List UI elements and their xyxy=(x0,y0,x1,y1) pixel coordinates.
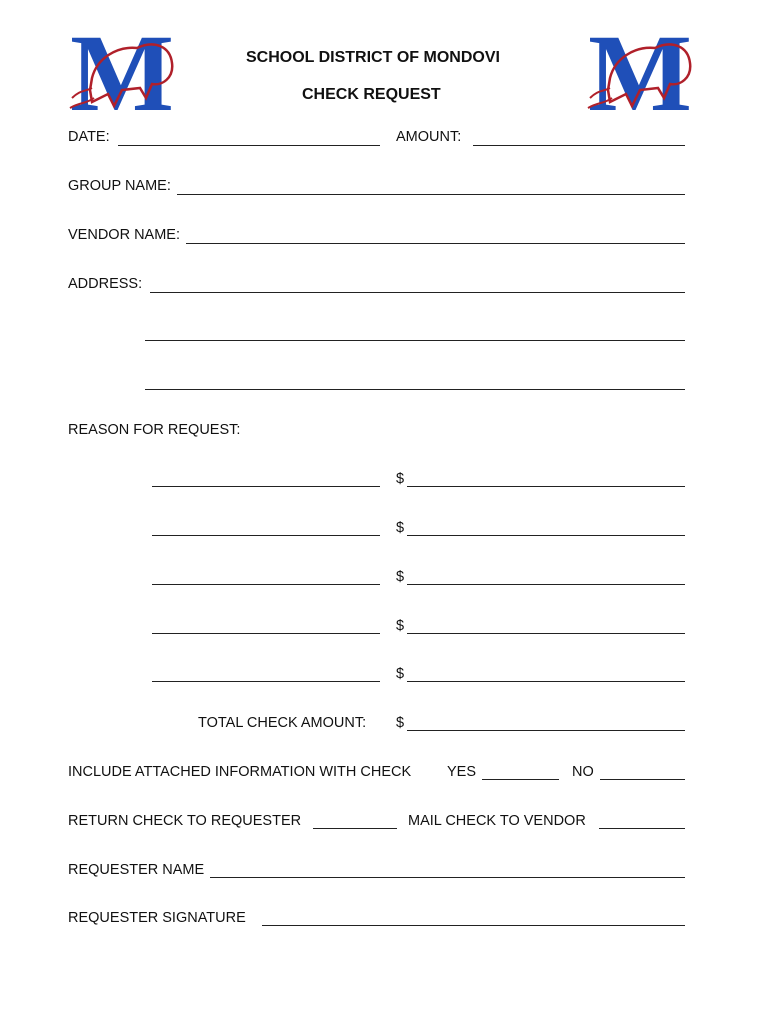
return-check-label: RETURN CHECK TO REQUESTER xyxy=(68,813,302,829)
reason-amount-field[interactable] xyxy=(407,486,685,487)
no-field[interactable] xyxy=(600,779,685,780)
dollar-sign: $ xyxy=(396,618,405,634)
total-check-amount-field[interactable] xyxy=(407,730,685,731)
group-name-label: GROUP NAME: xyxy=(68,178,171,194)
district-title: SCHOOL DISTRICT OF MONDOVI xyxy=(246,49,500,66)
yes-field[interactable] xyxy=(482,779,559,780)
reason-description-field[interactable] xyxy=(152,633,380,634)
logo-letter: M xyxy=(70,18,174,118)
school-logo-right xyxy=(580,18,700,118)
mail-check-field[interactable] xyxy=(599,828,685,829)
date-label: DATE: xyxy=(68,129,110,145)
requester-signature-field[interactable] xyxy=(262,925,685,926)
requester-name-field[interactable] xyxy=(210,877,685,878)
vendor-name-field[interactable] xyxy=(186,243,685,244)
reason-amount-field[interactable] xyxy=(407,584,685,585)
amount-label: AMOUNT: xyxy=(396,129,462,145)
dollar-sign: $ xyxy=(396,715,405,731)
vendor-name-label: VENDOR NAME: xyxy=(68,227,180,243)
dollar-sign: $ xyxy=(396,520,405,536)
reason-amount-field[interactable] xyxy=(407,535,685,536)
no-label: NO xyxy=(572,764,594,780)
dollar-sign: $ xyxy=(396,666,405,682)
reason-description-field[interactable] xyxy=(152,584,380,585)
reason-label: REASON FOR REQUEST: xyxy=(68,422,241,438)
address-field-2[interactable] xyxy=(145,340,685,341)
return-check-field[interactable] xyxy=(313,828,397,829)
reason-description-field[interactable] xyxy=(152,535,380,536)
yes-label: YES xyxy=(447,764,477,780)
mail-check-label: MAIL CHECK TO VENDOR xyxy=(408,813,586,829)
dollar-sign: $ xyxy=(396,471,405,487)
dollar-sign: $ xyxy=(396,569,405,585)
logo-letter: M xyxy=(588,18,692,118)
requester-name-label: REQUESTER NAME xyxy=(68,862,205,878)
include-info-label: INCLUDE ATTACHED INFORMATION WITH CHECK xyxy=(68,764,412,780)
school-logo-left xyxy=(62,18,182,118)
address-field-3[interactable] xyxy=(145,389,685,390)
requester-signature-label: REQUESTER SIGNATURE xyxy=(68,910,246,926)
date-field[interactable] xyxy=(118,145,380,146)
group-name-field[interactable] xyxy=(177,194,685,195)
reason-description-field[interactable] xyxy=(152,681,380,682)
amount-field[interactable] xyxy=(473,145,685,146)
reason-description-field[interactable] xyxy=(152,486,380,487)
address-field-1[interactable] xyxy=(150,292,685,293)
reason-amount-field[interactable] xyxy=(407,633,685,634)
address-label: ADDRESS: xyxy=(68,276,143,292)
form-title: CHECK REQUEST xyxy=(302,86,441,103)
total-check-amount-label: TOTAL CHECK AMOUNT: xyxy=(198,715,367,731)
reason-amount-field[interactable] xyxy=(407,681,685,682)
